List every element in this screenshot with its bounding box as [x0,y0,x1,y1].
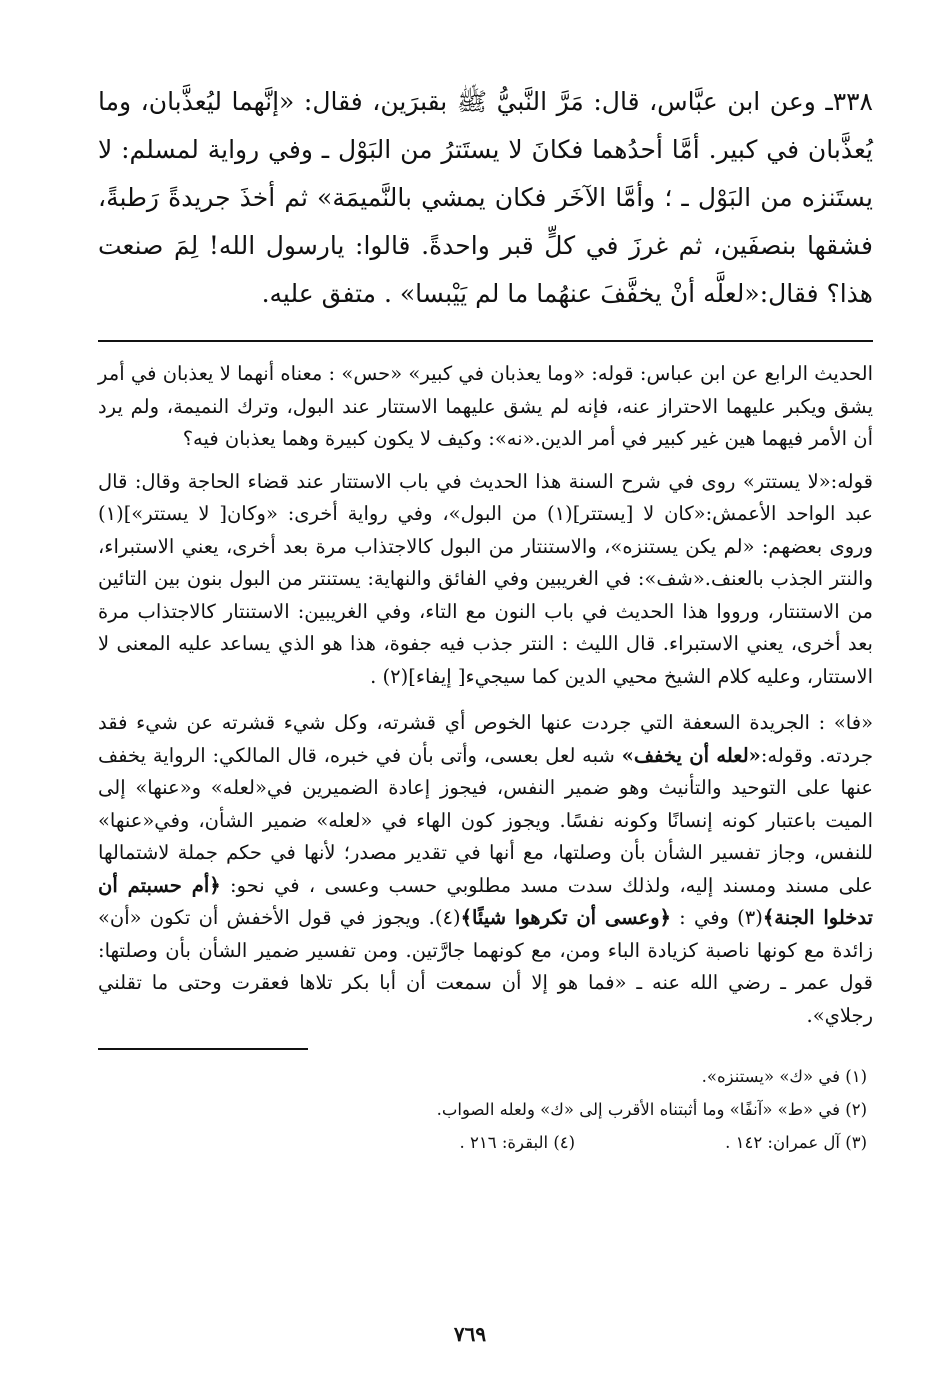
commentary [98,358,873,1032]
footnote-3: (٣) آل عمران: ١٤٢ . [725,1133,867,1152]
footnote-row [98,1126,867,1159]
page-number: ٧٦٩ [453,1322,487,1346]
footnote-4: (٤) البقرة: ٢١٦ . [459,1133,576,1152]
commentary-text: «فا» : الجريدة السعفة التي جردت عنها الخوص أي قشرته، وكل شيء قشرته عن شيء فقد جردته. وقوله: [98,711,874,767]
quoted-phrase: «لعله أن يخفف» [621,743,761,767]
quran-quote: ﴿وعسى أن تكرهوا شيئًا﴾ [460,906,671,929]
page-body [98,78,873,1159]
footnote-1: (١) في «ك» «يستنزه». [701,1067,867,1086]
section-divider [98,340,873,342]
footnote-divider [98,1048,308,1050]
footnotes [98,1060,873,1159]
commentary-paragraph-1: الحديث الرابع عن ابن عباس: قوله: «وما يعذبان في كبير» «حس» : معناه أنهما لا يعذبان في أمر يشق ويكبر عليهما الاحتراز عنه، فإنه لم يشق عليهما الاستتار عند البول، وترك النميمة، ولم يرد أن الأمر فيهما هين غير كبير في أمر الدين.«نه»: وكيف لا يكون كبيرة وهما يعذبان فيه؟ [98,362,873,450]
commentary-text: (٤). ويجوز في قول الأخفش أن تكون «أن» زائدة مع كونها ناصبة كزيادة الباء ومن، مع كونهما جارَّتين. ومن تفسير ضمير الشأن بأن وصلتها: قول عمر ـ رضي الله عنه ـ «فما هو إلا أن سمعت أن أبا بكر تلاها فعقرت وحتى ما تقلني رجلاي». [98,906,873,1027]
quran-quote: ﴿أم حسبتم أن تدخلوا الجنة﴾ [98,873,873,929]
commentary-paragraph-3 [98,707,873,1032]
commentary-text: (٣) وفي : [670,906,763,929]
footnote-2: (٢) في «ط» «آنفًا» وما أثبتناه الأقرب إلى «ك» ولعله الصواب. [436,1100,867,1119]
commentary-text: شبه لعل بعسى، وأتى بأن في خبره، قال المالكي: الرواية يخفف عنها على التوحيد والتأنيث وهو ضمير النفس، فيجوز إعادة الضميرين في«لعله» و«عنها» إلى الميت باعتبار كونه إنسانًا وكونه نفسًا. ويجوز كون الهاء في «لعله» ضمير الشأن، وفي«عنها» للنفس، وجاز تفسير الشأن بأن وصلتها، مع أنها في تقدير مصدر؛ لأنها في حكم جملة لاشتمالها على مسند ومسند إليه، ولذلك سدت مسد مطلوبي حسب وعسى ، في نحو: [98,743,873,897]
commentary-paragraph-2: قوله:«لا يستتر» روى في شرح السنة هذا الحديث في باب الاستتار عند قضاء الحاجة وقال: قال عبد الواحد الأعمش:«كان لا [يستتر](١) من البول»، وفي رواية أخرى: «وكان[ لا يستتر»](١) وروى بعضهم: «لم يكن يستنزه»، والاستنتار من البول كالاجتذاب مرة بعد أخرى، يعني الاستبراء، والنتر الجذب بالعنف.«شف»: في الغريبين وفي الفائق والنهاية: يستنتر من البول بنون بين التائين من الاستنتار، ورووا هذا الحديث في باب النون مع التاء، وفي الغريبين: الاستنتار كالاجتذاب مرة بعد أخرى، يعني الاستبراء. قال الليث : النتر جذب فيه جفوة، هذا هو الذي يساعد عليه المعنى لا الاستتار، وعليه كلام الشيخ محيي الدين كما سيجيء[ إيفاء](٢) . [98,469,874,688]
hadith-text: ٣٣٨ـ وعن ابن عبَّاس، قال: مَرَّ النَّبيُّ ﷺ بقبرَين، فقال: «إنَّهما ليُعذَّبان، وما يُعذَّبان في كبير. أمَّا أحدُهما فكانَ لا يستَترُ من البَوْل ـ وفي رواية لمسلم: لا يستَنزه من البَوْل ـ ؛ وأمَّا الآخَر فكان يمشي بالنَّميمَة» ثم أخذَ جريدةً رَطبةً، فشقها بنصفَين، ثم غرزَ في كلٍّ قبر واحدةً. قالوا: يارسول الله! لِمَ صنعت هذا؟ فقال:«لعلَّه أنْ يخفَّفَ عنهُما ما لم يَيْبسا» . متفق عليه. [98,87,873,308]
